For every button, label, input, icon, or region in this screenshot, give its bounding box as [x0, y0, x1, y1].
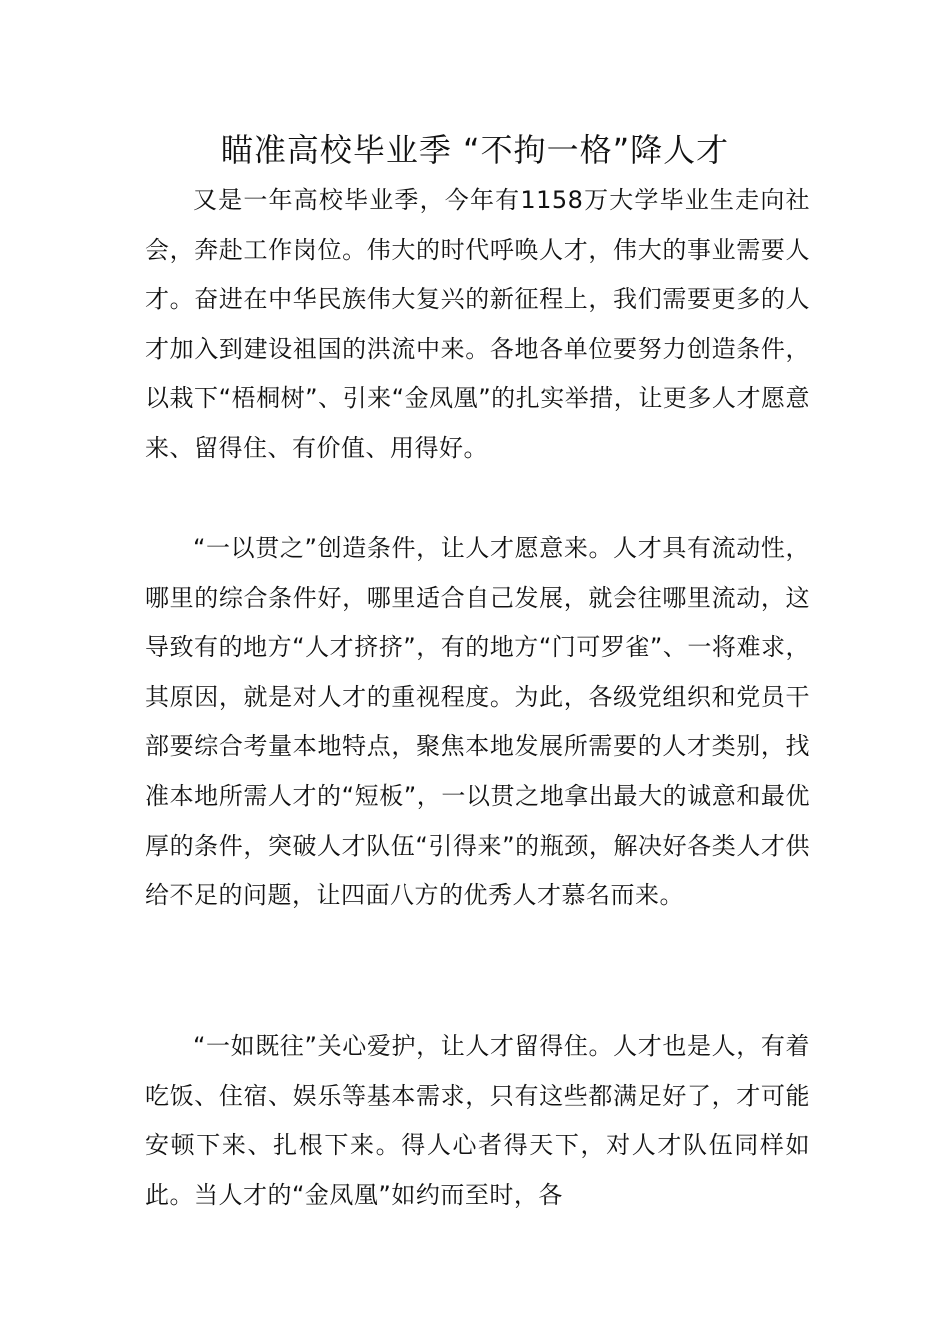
paragraph-intro: 又是一年高校毕业季，今年有1158万大学毕业生走向社会，奔赴工作岗位。伟大的时代呼唤人才，伟大的事业需要人才。奋进在中华民族伟大复兴的新征程上，我们需要更多的人才加入到建设祖国的洪流中来。各地各单位要努力创造条件，以栽下“梧桐树”、引来“金凤凰”的扎实举措，让更多人才愿意来、留得住、有价值、用得好。: [145, 186, 810, 462]
document-title: 瞄准高校毕业季 “不拘一格”降人才: [220, 131, 730, 169]
paragraph-attract-talent: “一以贯之”创造条件，让人才愿意来。人才具有流动性，哪里的综合条件好，哪里适合自己发展，就会往哪里流动，这导致有的地方“人才挤挤”，有的地方“门可罗雀”、一将难求，其原因，就是对人才的重视程度。为此，各级党组织和党员干部要综合考量本地特点，聚焦本地发展所需要的人才类别，找准本地所需人才的“短板”，一以贯之地拿出最大的诚意和最优厚的条件，突破人才队伍“引得来”的瓶颈，解决好各类人才供给不足的问题，让四面八方的优秀人才慕名而来。: [145, 534, 810, 910]
paragraph-retain-talent: “一如既往”关心爱护，让人才留得住。人才也是人，有着吃饭、住宿、娱乐等基本需求，只有这些都满足好了，才可能安顿下来、扎根下来。得人心者得天下，对人才队伍同样如此。当人才的“金凤凰”如约而至时，各: [145, 1032, 810, 1209]
